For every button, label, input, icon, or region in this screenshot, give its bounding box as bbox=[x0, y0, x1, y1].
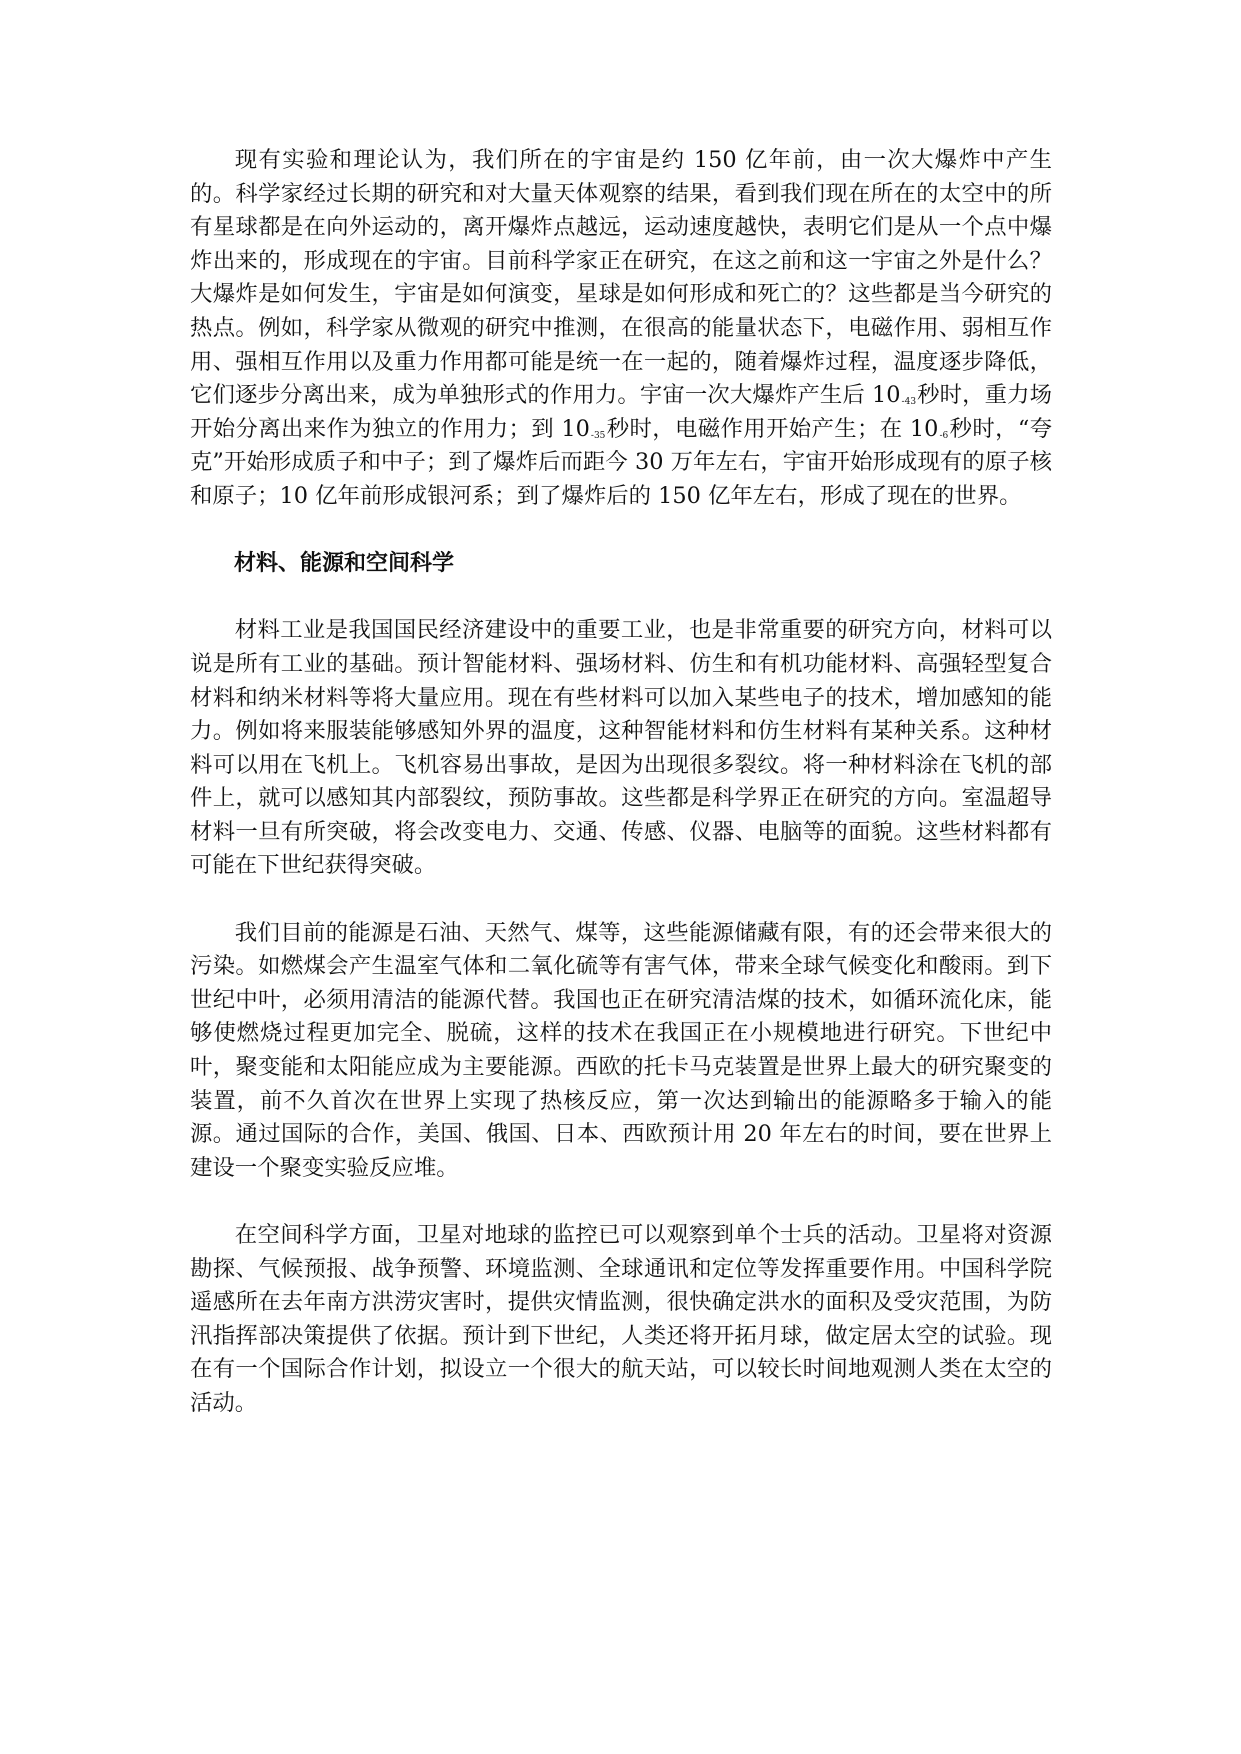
paragraph-materials: 材料工业是我国国民经济建设中的重要工业，也是非常重要的研究方向，材料可以说是所有工业的基础。预计智能材料、强场材料、仿生和有机功能材料、高强轻型复合材料和纳米材料等将大量应用。现在有些材料可以加入某些电子的技术，增加感知的能力。例如将来服装能够感知外界的温度，这种智能材料和仿生材料有某种关系。这种材料可以用在飞机上。飞机容易出事故，是因为出现很多裂纹。将一种材料涂在飞机的部件上，就可以感知其内部裂纹，预防事故。这些都是科学界正在研究的方向。室温超导材料一旦有所突破，将会改变电力、交通、传感、仪器、电脑等的面貌。这些材料都有可能在下世纪获得突破。 bbox=[190, 617, 1052, 879]
section-heading: 材料、能源和空间科学 bbox=[234, 551, 455, 577]
paragraph-energy: 我们目前的能源是石油、天然气、煤等，这些能源储藏有限，有的还会带来很大的污染。如燃煤会产生温室气体和二氧化硫等有害气体，带来全球气候变化和酸雨。到下世纪中叶，必须用清洁的能源代替。我国也正在研究清洁煤的技术，如循环流化床，能够使燃烧过程更加完全、脱硫，这样的技术在我国正在小规模地进行研究。下世纪中叶，聚变能和太阳能应成为主要能源。西欧的托卡马克装置是世界上最大的研究聚变的装置，前不久首次在世界上实现了热核反应，第一次达到输出的能源略多于输入的能源。通过国际的合作，美国、俄国、日本、西欧预计用 20 年左右的时间，要在世界上建设一个聚变实验反应堆。 bbox=[190, 919, 1052, 1181]
exponent-gravity: -43 bbox=[901, 397, 917, 408]
paragraph-big-bang-text-d: 秒时，“夸克”开始形成质子和中子；到了爆炸后而距今 30 万年左右，宇宙开始形成现有的原子核和原子；10 亿年前形成银河系；到了爆炸后的 150 亿年左右，形成了现在的世界。 bbox=[190, 415, 1053, 509]
paragraph-big-bang-text-a: 现有实验和理论认为，我们所在的宇宙是约 150 亿年前，由一次大爆炸中产生的。科学家经过长期的研究和对大量天体观察的结果，看到我们现在所在的太空中的所有星球都是在向外运动的，离开爆炸点越远，运动速度越快，表明它们是从一个点中爆炸出来的，形成现在的宇宙。目前科学家正在研究，在这之前和这一宇宙之外是什么？大爆炸是如何发生，宇宙是如何演变，星球是如何形成和死亡的？这些都是当今研究的热点。例如，科学家从微观的研究中推测，在很高的能量状态下，电磁作用、弱相互作用、强相互作用以及重力作用都可能是统一在一起的，随着爆炸过程，温度逐步降低，它们逐步分离出来，成为单独形式的作用力。宇宙一次大爆炸产生后 10 bbox=[190, 147, 1052, 409]
paragraph-space-science: 在空间科学方面，卫星对地球的监控已可以观察到单个士兵的活动。卫星将对资源勘探、气候预报、战争预警、环境监测、全球通讯和定位等发挥重要作用。中国科学院遥感所在去年南方洪涝灾害时，提供灾情监测，很快确定洪水的面积及受灾范围，为防汛指挥部决策提供了依据。预计到下世纪，人类还将开拓月球，做定居太空的试验。现在有一个国际合作计划，拟设立一个很大的航天站，可以较长时间地观测人类在太空的活动。 bbox=[190, 1222, 1052, 1416]
paragraph-big-bang bbox=[190, 144, 1052, 514]
paragraph-big-bang-text-c: 秒时，电磁作用开始产生；在 10 bbox=[606, 415, 939, 442]
exponent-electromagnetic: -35 bbox=[590, 430, 606, 441]
document-body bbox=[190, 144, 1052, 1454]
exponent-quark: -6 bbox=[939, 430, 949, 441]
paragraph-big-bang-text-b: 秒时，重力场开始分离出来作为独立的作用力；到 10 bbox=[190, 382, 1053, 442]
